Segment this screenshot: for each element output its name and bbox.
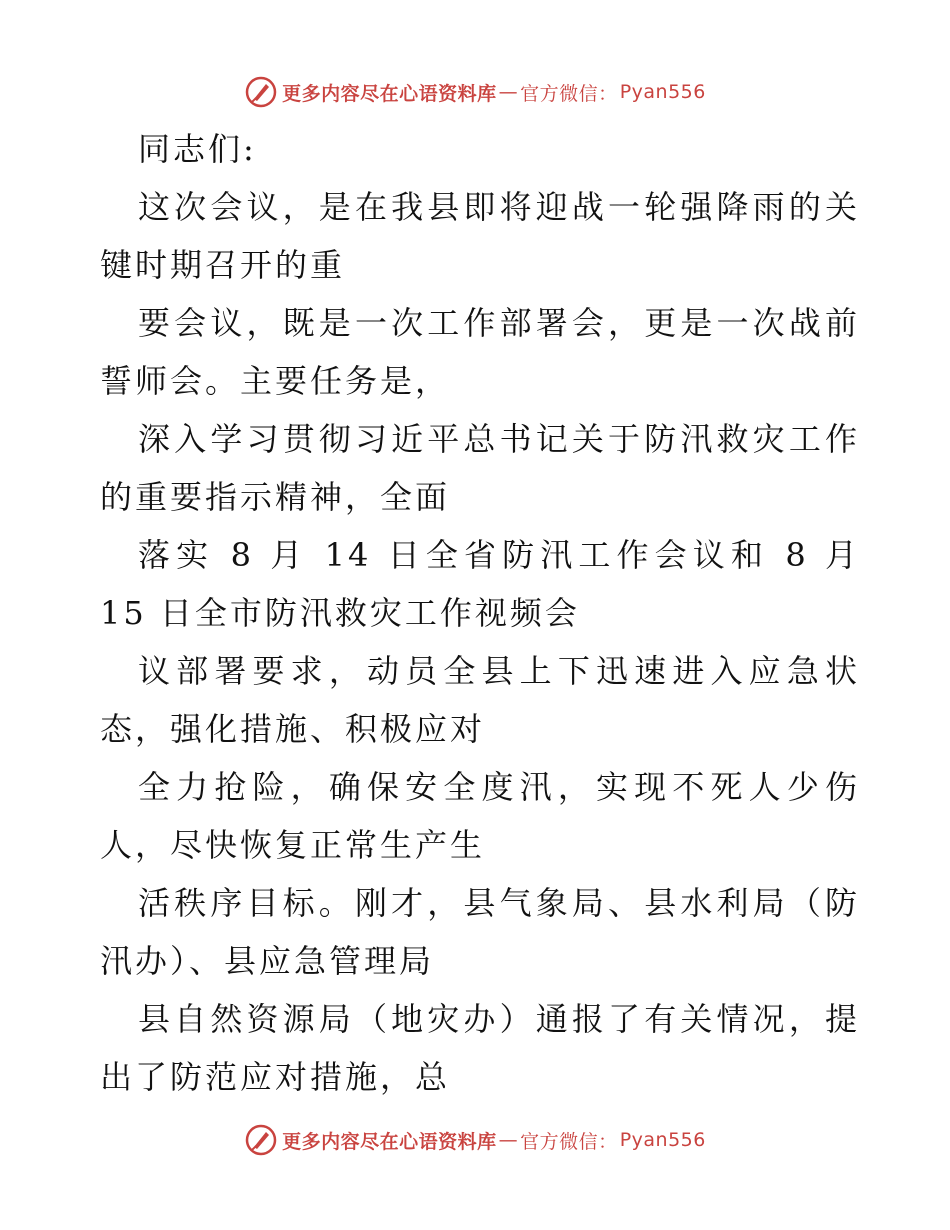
watermark-dash: — <box>498 81 519 103</box>
watermark-wechat-id: Pyan556 <box>619 1129 706 1151</box>
watermark-wechat-label: 官方微信： <box>520 82 618 105</box>
paragraph: 议部署要求，动员全县上下迅速进入应急状态，强化措施、积极应对 <box>100 652 860 748</box>
paragraph: 落实 8 月 14 日全省防汛工作会议和 8 月 15 日全市防汛救灾工作视频会 <box>100 536 860 632</box>
paragraph: 县自然资源局（地灾办）通报了有关情况，提出了防范应对措施，总 <box>100 1000 860 1096</box>
paragraph: 要会议，既是一次工作部署会，更是一次战前誓师会。主要任务是， <box>100 304 860 400</box>
paragraph: 活秩序目标。刚才，县气象局、县水利局（防汛办）、县应急管理局 <box>100 884 860 980</box>
paragraph: 全力抢险，确保安全度汛，实现不死人少伤人，尽快恢复正常生产生 <box>100 768 860 864</box>
footer-watermark <box>0 1120 950 1160</box>
quill-logo-icon <box>244 75 278 109</box>
paragraph: 这次会议，是在我县即将迎战一轮强降雨的关键时期召开的重 <box>100 188 860 284</box>
watermark-text: 更多内容尽在心语资料库 <box>282 1130 497 1153</box>
document-body <box>100 120 860 1106</box>
quill-logo-icon <box>244 1123 278 1157</box>
paragraph: 同志们: <box>138 130 257 168</box>
header-watermark <box>0 72 950 112</box>
paragraph: 深入学习贯彻习近平总书记关于防汛救灾工作的重要指示精神，全面 <box>100 420 860 516</box>
watermark-text: 更多内容尽在心语资料库 <box>282 82 497 105</box>
watermark-wechat-label: 官方微信： <box>520 1130 618 1153</box>
watermark-dash: — <box>498 1129 519 1151</box>
watermark-wechat-id: Pyan556 <box>619 81 706 103</box>
